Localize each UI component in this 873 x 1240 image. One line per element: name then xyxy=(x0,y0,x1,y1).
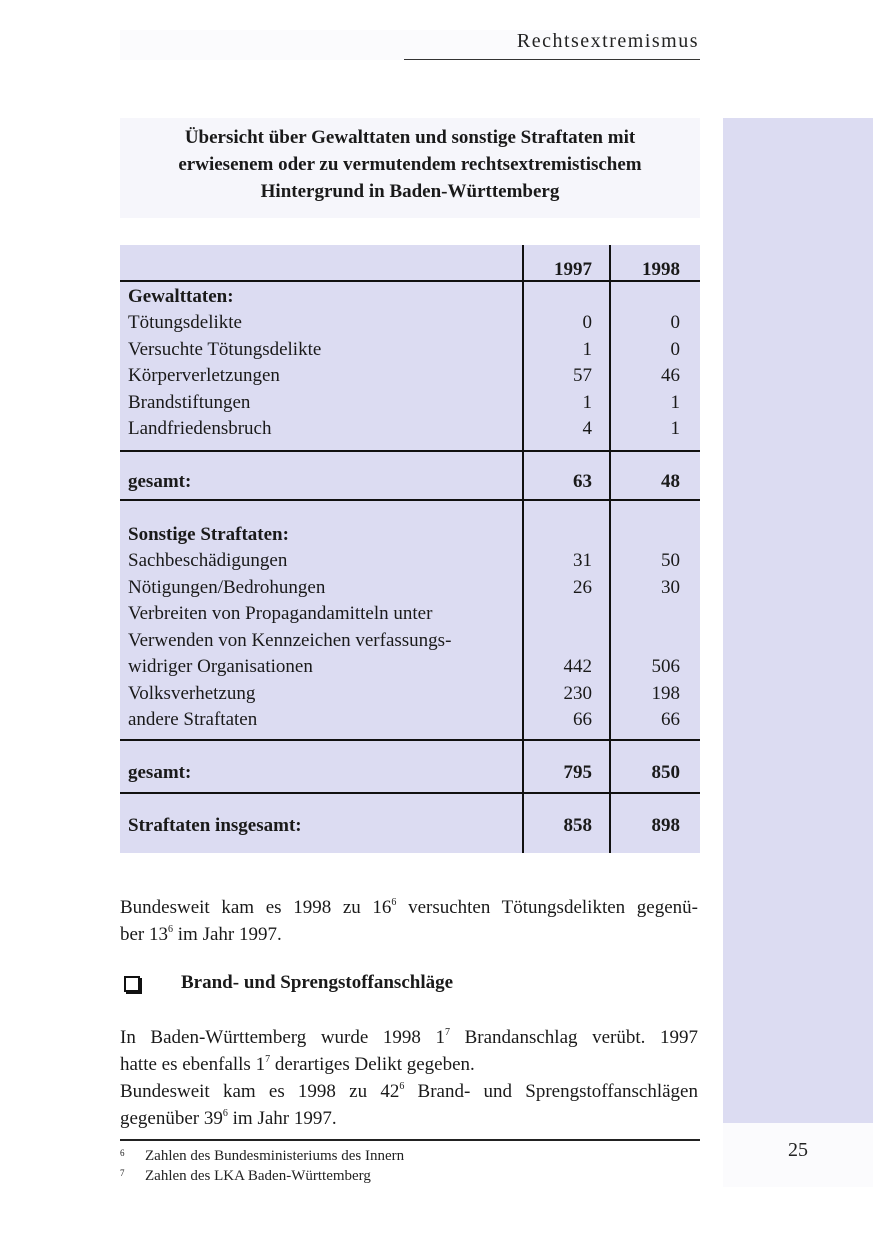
text-span: ber 13 xyxy=(120,924,169,945)
row-rule-line xyxy=(120,792,700,794)
subtotal-label: gesamt: xyxy=(128,762,192,783)
side-band xyxy=(723,118,873,1123)
footnote-ref: 6 xyxy=(391,897,397,908)
section-title: Brand- und Sprengstoffanschläge xyxy=(181,972,454,993)
text-span: Bundesweit kam es 1998 zu 42 xyxy=(120,1081,400,1102)
text-span: In Baden-Württemberg wurde 1998 1 xyxy=(120,1027,446,1048)
row-value-1997: 66 xyxy=(573,709,592,730)
row-value-1997: 0 xyxy=(582,312,592,333)
row-value-1997: 4 xyxy=(582,418,592,439)
row-value-1997: 1 xyxy=(582,339,592,360)
grand-total-value-1998: 898 xyxy=(651,815,680,836)
title-line: Übersicht über Gewalttaten und sonstige Straftaten mit xyxy=(184,127,636,148)
row-rule-line xyxy=(120,499,700,501)
row-value-1998: 66 xyxy=(661,709,680,730)
row-label: Landfriedensbruch xyxy=(128,418,272,439)
row-label: Körperverletzungen xyxy=(128,365,280,386)
row-value-1998: 1 xyxy=(670,392,680,413)
text-span: im Jahr 1997. xyxy=(227,1108,337,1129)
row-value-1998: 46 xyxy=(661,365,680,386)
footnote-ref: 6 xyxy=(168,924,174,935)
text-span: Brandanschlag verübt. 1997 xyxy=(450,1027,698,1048)
footnote-ref: 6 xyxy=(222,1108,228,1119)
footnote-ref: 7 xyxy=(445,1027,451,1038)
text-span: derartiges Delikt gegeben. xyxy=(270,1054,475,1075)
row-label: Versuchte Tötungsdelikte xyxy=(128,339,322,360)
row-value-1997: 230 xyxy=(563,683,592,704)
text-span: versuchten Tötungsdelikten gegenü- xyxy=(396,897,698,918)
row-value-1997: 31 xyxy=(573,550,592,571)
row-value-1997: 26 xyxy=(573,577,592,598)
row-value-1998: 506 xyxy=(651,656,680,677)
footnote-ref: 7 xyxy=(265,1054,271,1065)
text-span: hatte es ebenfalls 1 xyxy=(120,1054,266,1075)
footnote-rule xyxy=(120,1139,700,1141)
grand-total-label: Straftaten insgesamt: xyxy=(128,815,302,836)
column-divider xyxy=(609,245,611,853)
footnote-mark: 6 xyxy=(120,1148,125,1158)
row-value-1998: 0 xyxy=(670,339,680,360)
subtotal-value-1997: 795 xyxy=(563,762,592,783)
header-rule-line xyxy=(120,280,700,282)
subtotal-value-1998: 850 xyxy=(651,762,680,783)
row-value-1998: 1 xyxy=(670,418,680,439)
subtotal-value-1998: 48 xyxy=(661,471,680,492)
column-header-1997: 1997 xyxy=(554,259,592,280)
row-value-1998: 198 xyxy=(651,683,680,704)
subtotal-label: gesamt: xyxy=(128,471,192,492)
row-label: andere Straftaten xyxy=(128,709,258,730)
row-value-1998: 30 xyxy=(661,577,680,598)
row-label: Nötigungen/Bedrohungen xyxy=(128,577,326,598)
row-value-1997: 442 xyxy=(563,656,592,677)
row-label: Tötungsdelikte xyxy=(128,312,242,333)
footnote-text: Zahlen des Bundesministeriums des Innern xyxy=(145,1148,405,1164)
page-number: 25 xyxy=(788,1139,808,1161)
row-value-1997: 1 xyxy=(582,392,592,413)
body-paragraph xyxy=(120,1024,698,1132)
row-rule-line xyxy=(120,450,700,452)
row-label: Brandstiftungen xyxy=(128,392,251,413)
checkbox-bullet-icon xyxy=(124,976,140,992)
table-title xyxy=(120,124,700,205)
text-span: Brand- und Sprengstoffanschlägen xyxy=(404,1081,698,1102)
text-span: gegenüber 39 xyxy=(120,1108,223,1129)
body-paragraph xyxy=(120,894,698,948)
footnote-mark: 7 xyxy=(120,1168,125,1178)
row-label: widriger Organisationen xyxy=(128,656,313,677)
section-heading xyxy=(120,972,700,1000)
section-heading-violent: Gewalttaten: xyxy=(128,286,234,307)
row-value-1997: 57 xyxy=(573,365,592,386)
section-heading-other: Sonstige Straftaten: xyxy=(128,524,289,545)
row-value-1998: 0 xyxy=(670,312,680,333)
row-label: Verwenden von Kennzeichen verfassungs- xyxy=(128,630,452,651)
header-rule xyxy=(404,59,700,60)
row-value-1998: 50 xyxy=(661,550,680,571)
title-line: Hintergrund in Baden-Württemberg xyxy=(260,181,560,202)
subtotal-value-1997: 63 xyxy=(573,471,592,492)
row-rule-line xyxy=(120,739,700,741)
title-line: erwiesenem oder zu vermutendem rechtsextremistischem xyxy=(178,154,642,175)
text-span: Bundesweit kam es 1998 zu 16 xyxy=(120,897,392,918)
row-label: Verbreiten von Propagandamitteln unter xyxy=(128,603,433,624)
column-header-1998: 1998 xyxy=(642,259,680,280)
column-divider xyxy=(522,245,524,853)
text-span: im Jahr 1997. xyxy=(173,924,282,945)
grand-total-value-1997: 858 xyxy=(563,815,592,836)
footnote-text: Zahlen des LKA Baden-Württemberg xyxy=(145,1168,371,1184)
running-head: Rechtsextremismus xyxy=(516,30,699,52)
row-label: Sachbeschädigungen xyxy=(128,550,288,571)
row-label: Volksverhetzung xyxy=(128,683,256,704)
footnote-ref: 6 xyxy=(399,1081,405,1092)
